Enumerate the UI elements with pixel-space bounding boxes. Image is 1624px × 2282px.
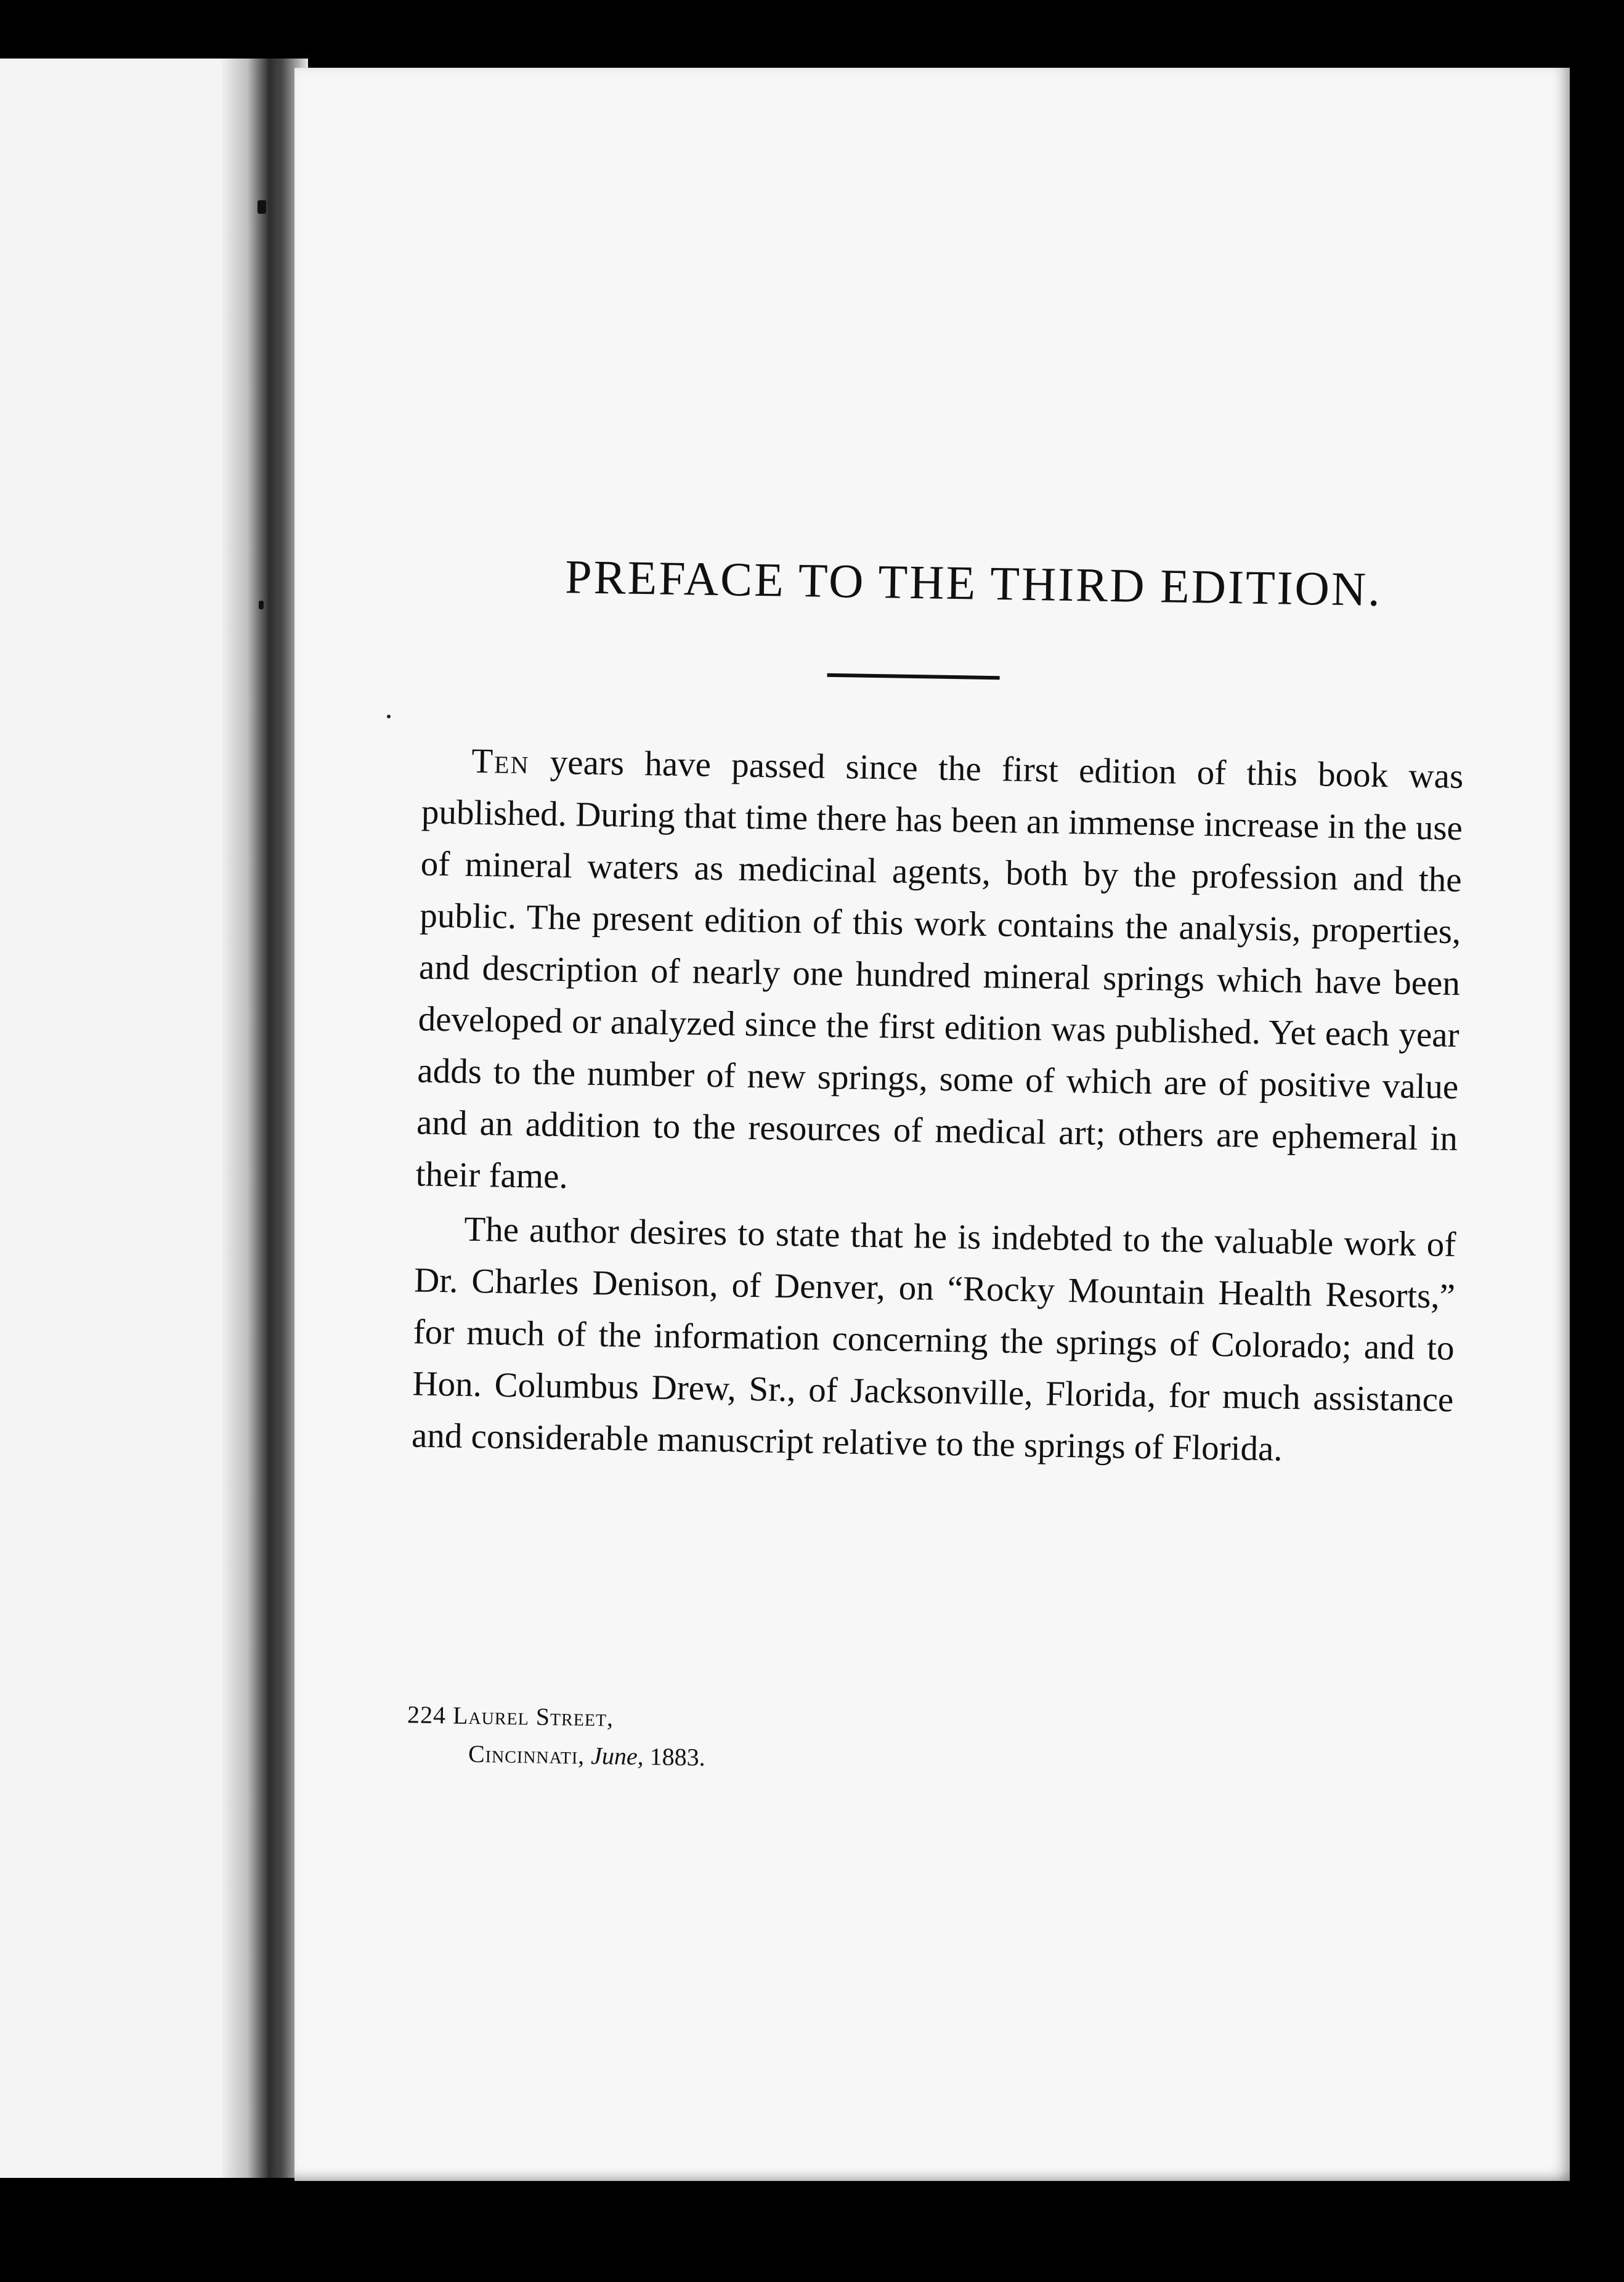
signoff [407, 1695, 707, 1777]
paper-speck [387, 715, 391, 718]
page-title: PREFACE TO THE THIRD EDITION. [564, 550, 1382, 616]
margin-mark [258, 200, 266, 214]
page-content [294, 68, 1570, 2181]
signoff-address [407, 1695, 707, 1739]
address-text: 224 Laurel Street, [407, 1700, 614, 1732]
margin-mark [259, 601, 264, 609]
preface-body [411, 734, 1463, 1477]
city-text: Cincinnati, [468, 1739, 585, 1769]
paragraph-text: years have passed since the first edition of this book was published. During that time there has been an immense increase in the use of mineral waters as medicinal agents, both by the profession and the public. The present edition of this work contains the analysis, properties, and description of nearly one hundred mineral springs which have been developed or analyzed since the first edition was published. Yet each year adds to the number of new springs, some of which are of positive value and an addition to the resources of medical art; others are ephemeral in their fame. [415, 742, 1464, 1196]
paragraph-2: The author desires to state that he is indebted to the valuable work of Dr. Charles Denison, of Denver, on “Rocky Mountain Health Resorts,” for much of the information concerning the springs of Colorado; and to Hon. Columbus Drew, Sr., of Jacksonville, Florida, for much assistance and considerable manuscript relative to the springs of Florida. [411, 1209, 1456, 1469]
paragraph-lead: Ten [471, 741, 530, 782]
title-rule [827, 673, 1000, 680]
book-page [294, 68, 1570, 2181]
signoff-place-date [407, 1734, 706, 1777]
paragraph-1 [415, 734, 1464, 1216]
month-text: June, [590, 1741, 644, 1771]
year-text: 1883. [649, 1742, 706, 1771]
